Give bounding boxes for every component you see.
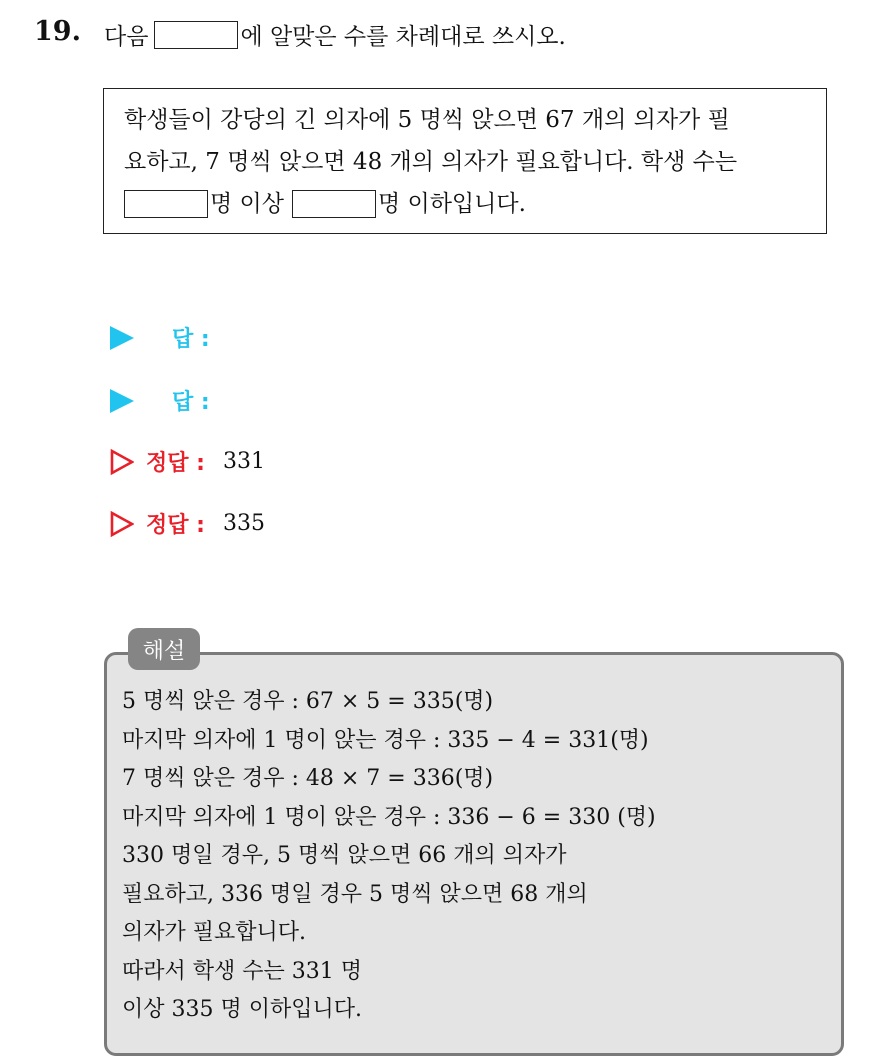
question-instruction — [104, 18, 566, 51]
correct-value-1: 331 — [222, 449, 265, 474]
answer-row-1[interactable] — [110, 322, 210, 353]
answer-blank-2[interactable] — [292, 190, 376, 218]
problem-line-2: 요하고, 7 명씩 앉으면 48 개의 의자가 필요합니다. 학생 수는 — [124, 149, 738, 175]
instruction-text-after: 에 알맞은 수를 차례대로 쓰시오. — [240, 24, 566, 50]
answer-label-2: 답 : — [172, 390, 210, 415]
problem-line-3 — [124, 183, 806, 225]
solution-line: 마지막 의자에 1 명이 앉은 경우 : 336 − 6 = 330 (명) — [122, 804, 656, 830]
solution-text — [122, 683, 656, 1030]
solution-line: 마지막 의자에 1 명이 앉는 경우 : 335 − 4 = 331(명) — [122, 727, 649, 753]
correct-value-2: 335 — [222, 511, 265, 536]
answer-label-1: 답 : — [172, 327, 210, 352]
play-arrow-icon — [110, 389, 134, 413]
problem-box — [103, 88, 827, 234]
answer-blank-1[interactable] — [124, 190, 208, 218]
problem-line-3-mid: 명 이상 — [210, 191, 284, 217]
blank-box-icon — [154, 21, 238, 49]
solution-tab: 해설 — [128, 628, 200, 670]
solution-line: 필요하고, 336 명일 경우 5 명씩 앉으면 68 개의 — [122, 881, 588, 907]
instruction-text-before: 다음 — [104, 24, 149, 50]
solution-line: 7 명씩 앉은 경우 : 48 × 7 = 336(명) — [122, 766, 494, 791]
correct-answer-row-2 — [110, 508, 265, 539]
correct-label-1: 정답 : — [146, 451, 205, 476]
problem-line-1: 학생들이 강당의 긴 의자에 5 명씩 앉으면 67 개의 의자가 필 — [124, 107, 730, 133]
question-number: 19. — [34, 16, 81, 47]
play-arrow-icon — [110, 326, 134, 350]
answer-row-2[interactable] — [110, 385, 210, 416]
solution-line: 330 명일 경우, 5 명씩 앉으면 66 개의 의자가 — [122, 843, 567, 868]
correct-answer-row-1 — [110, 446, 265, 477]
solution-line: 의자가 필요합니다. — [122, 920, 307, 945]
solution-line: 따라서 학생 수는 331 명 — [122, 958, 362, 984]
solution-line: 5 명씩 앉은 경우 : 67 × 5 = 335(명) — [122, 689, 494, 714]
outline-arrow-icon — [110, 449, 134, 475]
outline-arrow-icon — [110, 511, 134, 537]
correct-label-2: 정답 : — [146, 513, 205, 538]
solution-line: 이상 335 명 이하입니다. — [122, 997, 362, 1022]
problem-line-3-end: 명 이하입니다. — [377, 191, 526, 217]
